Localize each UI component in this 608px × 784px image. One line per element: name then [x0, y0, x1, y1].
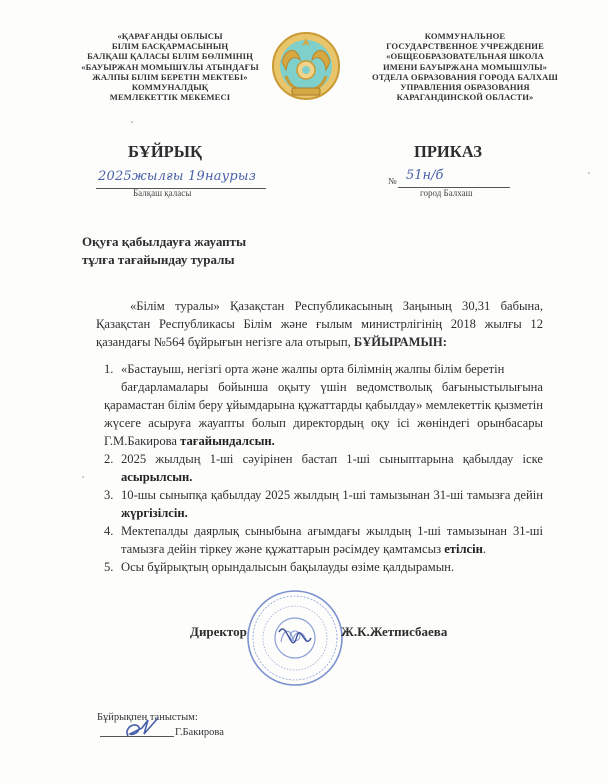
item-number: 5.	[104, 560, 114, 574]
scan-speck	[588, 172, 590, 174]
item-bold: жүргізілсін.	[121, 506, 188, 520]
item-text: бағдарламалары бойынша оқыту үшін ведомстволық бағыныстылығына қарамастан білім беру ұйымдарына құжаттарды қабылдау» мемлекеттік қызметін жүсеге асыруға жауапты болып директордың оқу ісі жөніндегі орынбасары Г.М.Бакирова	[104, 380, 543, 448]
header-kz-line: МЕМЛЕКЕТТІК МЕКЕМЕСІ	[109, 92, 231, 103]
order-item	[104, 450, 543, 486]
item-bold: етілсін	[444, 542, 483, 556]
header-ru-line: УПРАВЛЕНИЯ ОБРАЗОВАНИЯ	[400, 82, 530, 93]
intro-text: «Білім туралы» Қазақстан Республикасының Заңының 30,31 бабына, Қазақстан Республикасы Білім және ғылым министрлігінің 2018 жылғы 12 қазандағы №564 бұйрығын негізге ала отырып,	[96, 299, 543, 349]
official-seal-icon	[245, 588, 345, 688]
subject-line: Оқуға қабылдауға жауапты	[82, 234, 247, 249]
acknowledgement-label: Бұйрықпен таныстым:	[97, 712, 198, 723]
item-tail: .	[482, 542, 487, 556]
header-kz-line: БАЛҚАШ ҚАЛАСЫ БІЛІМ БӨЛІМІНІҢ	[87, 51, 253, 62]
order-subject	[82, 233, 246, 269]
item-number: 4.	[104, 524, 114, 538]
item-number: 2.	[104, 452, 114, 466]
header-ru-line: КОММУНАЛЬНОЕ	[424, 31, 506, 41]
acknowledgement-name: Г.Бакирова	[175, 727, 224, 738]
handwritten-number: 51н/б	[406, 168, 444, 183]
item-first-line: «Бастауыш, негізгі орта және жалпы орта білімнің жалпы білім беретін	[121, 362, 505, 376]
header-ru-line: ИМЕНИ БАУЫРЖАНА МОМЫШУЛЫ»	[382, 61, 548, 72]
signatory-name: Ж.К.Жетписбаева	[341, 624, 448, 639]
acknowledgement-underline	[100, 736, 174, 737]
header-ru-line: ГОСУДАРСТВЕННОЕ УЧРЕЖДЕНИЕ	[386, 41, 544, 52]
item-number: 3.	[104, 488, 114, 502]
item-text: 2025 жылдың 1-ші сәуірінен бастап 1-ші сыныптарына қабылдау іске	[121, 452, 543, 466]
header-kz	[70, 31, 270, 102]
order-item	[104, 522, 543, 558]
header-kz-line: БІЛІМ БАСҚАРМАСЫНЫҢ	[111, 41, 229, 52]
header-ru-line: «ОБЩЕОБРАЗОВАТЕЛЬНАЯ ШКОЛА	[386, 51, 544, 62]
item-text: Мектепалды даярлық сыныбына ағымдағы жылдың 1-ші тамызынан 31-ші тамызға дейін тіркеу және құжаттарын рәсімдеу қамтамсыз	[121, 524, 543, 556]
header-kz-line: ЖАЛПЫ БІЛІМ БЕРЕТІН МЕКТЕБІ»	[92, 71, 248, 82]
order-item	[104, 486, 543, 522]
item-text: 10-шы сыныпқа қабылдау 2025 жылдың 1-ші тамызынан 31-ші тамызға дейін	[121, 488, 543, 502]
handwritten-date: 2025жылғы 19наурыз	[98, 169, 257, 184]
item-bold: тағайындалсын.	[180, 434, 275, 448]
header-kz-line: «БАУЫРЖАН МОМЫШҰЛЫ АТЫНДАҒЫ	[81, 61, 259, 72]
place-kz: Балқаш қаласы	[133, 188, 192, 198]
scan-speck	[82, 476, 84, 478]
doc-type-ru: ПРИКАЗ	[414, 142, 482, 161]
doc-type-kz: БҰЙРЫҚ	[128, 142, 202, 161]
place-ru: город Балхаш	[420, 188, 473, 198]
header-ru-line: ОТДЕЛА ОБРАЗОВАНИЯ ГОРОДА БАЛХАШ	[372, 71, 558, 82]
header-kz-line: КОММУНАЛДЫҚ	[131, 82, 209, 93]
order-items	[104, 360, 543, 576]
intro-bold: БҰЙЫРАМЫН:	[353, 335, 447, 349]
header-kz-line: «ҚАРАҒАНДЫ ОБЛЫСЫ	[117, 31, 223, 41]
subject-line: тұлға тағайындау туралы	[82, 252, 235, 267]
number-sign: №	[388, 176, 397, 186]
item-bold: асырылсын.	[121, 470, 193, 484]
item-number: 1.	[104, 362, 114, 376]
item-text: Осы бұйрықтың орындалысын бақылауды өзіме қалдырамын.	[121, 560, 455, 574]
item-rest	[104, 378, 543, 450]
order-item	[104, 558, 543, 576]
order-item	[104, 360, 543, 450]
header-ru-line: КАРАГАНДИНСКОЙ ОБЛАСТИ»	[396, 92, 534, 103]
scan-speck	[131, 121, 133, 123]
intro-paragraph	[96, 297, 543, 351]
kazakhstan-emblem-icon	[268, 26, 344, 110]
signatory-title: Директор	[190, 624, 247, 639]
header-ru	[350, 31, 580, 102]
